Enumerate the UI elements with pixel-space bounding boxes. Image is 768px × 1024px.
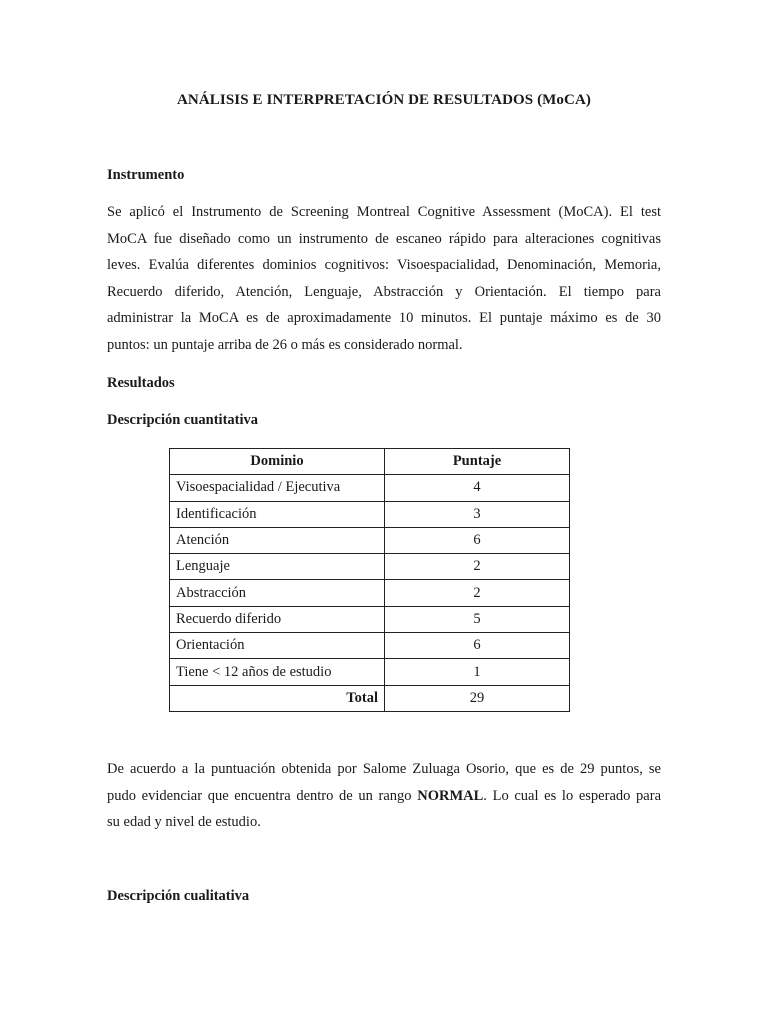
table-row [170, 501, 570, 527]
paragraph-line [107, 783, 661, 810]
score-cell: 6 [385, 527, 570, 553]
score-cell: 5 [385, 606, 570, 632]
paragraph-line: De acuerdo a la puntuación obtenida por Salome Zuluaga Osorio, que es de 29 puntos, se [107, 761, 661, 777]
domain-cell: Recuerdo diferido [170, 606, 385, 632]
heading-resultados: Resultados [107, 375, 175, 391]
domain-cell: Abstracción [170, 580, 385, 606]
page-title: ANÁLISIS E INTERPRETACIÓN DE RESULTADOS (MoCA) [177, 92, 591, 108]
score-cell: 1 [385, 659, 570, 685]
paragraph-instrumento [107, 199, 661, 358]
table-header-row [170, 449, 570, 475]
paragraph-line: su edad y nivel de estudio. [107, 814, 261, 830]
score-cell: 6 [385, 633, 570, 659]
conclusion-text: . Lo cual es lo esperado para [483, 787, 661, 804]
result-normal: NORMAL [417, 787, 484, 804]
score-cell: 3 [385, 501, 570, 527]
column-header-puntaje: Puntaje [385, 449, 570, 475]
column-header-dominio: Dominio [170, 449, 385, 475]
paragraph-line: administrar la MoCA es de aproximadamente 10 minutos. El puntaje máximo es de 30 [107, 310, 661, 326]
domain-cell: Lenguaje [170, 554, 385, 580]
domain-cell: Identificación [170, 501, 385, 527]
table-row [170, 554, 570, 580]
domain-cell: Visoespacialidad / Ejecutiva [170, 475, 385, 501]
table-row [170, 633, 570, 659]
paragraph-line: Se aplicó el Instrumento de Screening Montreal Cognitive Assessment (MoCA). El test [107, 204, 661, 220]
heading-descripcion-cualitativa: Descripción cualitativa [107, 888, 250, 904]
score-cell: 4 [385, 475, 570, 501]
conclusion-text: pudo evidenciar que encuentra dentro de un rango [107, 787, 418, 804]
table-total-row [170, 685, 570, 711]
score-cell: 2 [385, 580, 570, 606]
heading-descripcion-cuantitativa: Descripción cuantitativa [107, 412, 259, 428]
domain-cell: Tiene < 12 años de estudio [170, 659, 385, 685]
paragraph-line: MoCA fue diseñado como un instrumento de escaneo rápido para alteraciones cognitivas [107, 230, 661, 247]
paragraph-line: leves. Evalúa diferentes dominios cognitivos: Visoespacialidad, Denominación, Memoria, [107, 257, 661, 273]
paragraph-line: Recuerdo diferido, Atención, Lenguaje, Abstracción y Orientación. El tiempo para [107, 283, 661, 300]
domain-cell: Atención [170, 527, 385, 553]
heading-instrumento: Instrumento [107, 167, 185, 183]
table-row [170, 475, 570, 501]
table-row [170, 606, 570, 632]
paragraph-conclusion [107, 756, 661, 836]
total-value: 29 [385, 685, 570, 711]
score-cell: 2 [385, 554, 570, 580]
scores-table [169, 448, 570, 712]
table-row [170, 659, 570, 685]
table-row [170, 580, 570, 606]
domain-cell: Orientación [170, 633, 385, 659]
table-row [170, 527, 570, 553]
paragraph-line: puntos: un puntaje arriba de 26 o más es considerado normal. [107, 336, 463, 353]
total-label: Total [170, 685, 385, 711]
